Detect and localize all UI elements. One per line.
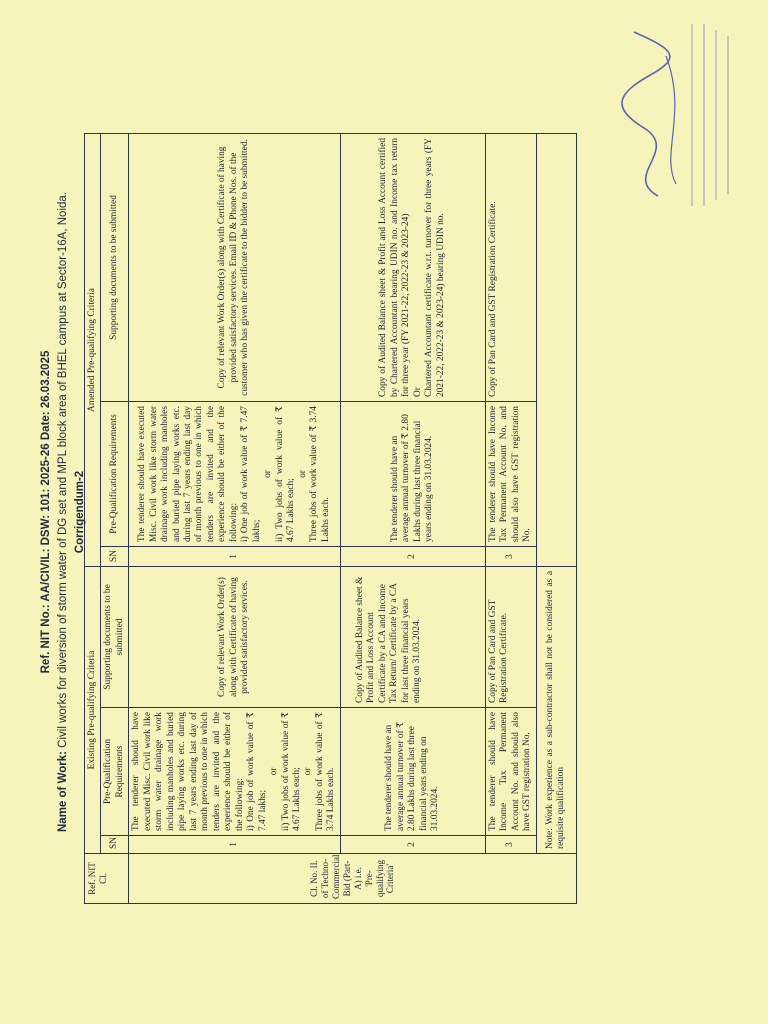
req-option-2: ii) Two jobs of work value of ₹ 4.67 Lakhs each; — [280, 712, 302, 831]
sn-cell: 2 — [340, 547, 485, 567]
req-header-existing: Pre-Qualification Requirements — [101, 708, 129, 836]
docs-or: Or — [412, 387, 423, 397]
sn-header-amended: SN — [101, 547, 129, 567]
req-or: or — [269, 767, 280, 776]
requirement-cell — [129, 402, 340, 547]
table-row — [340, 133, 485, 903]
subheader-row — [101, 133, 129, 903]
req-option-2: ii) Two jobs of work value of ₹ 4.67 Lakhs each; — [274, 406, 297, 542]
req-text: The tenderer should have executed Misc. Civil work like storm water drainage work including manholes and buried pipe laying works etc. during last 7 years ending last day of month previous to one in which tenders are invited and the experience should be either of the following: — [131, 712, 245, 831]
docs-option-1: Copy of Audited Balance sheet & Profit and Loss Account certified by Chartered Accountant bearing UDIN no. and Income tax return for three year (FY 2021-22, 2022-23 & 2023-24) — [378, 137, 412, 397]
table-row — [485, 133, 536, 903]
docs-header-existing: Supporting documents to be submitted — [101, 567, 129, 708]
req-or: or — [297, 470, 308, 478]
req-option-3: Three jobs of work value of ₹ 3.74 Lakhs each. — [309, 406, 331, 542]
work-text: Civil works for diversion of storm water of DG set and MPL block area of BHEL campus at Sector-16A, Noida. — [57, 192, 69, 752]
sn-cell: 3 — [485, 547, 536, 567]
ref-number: Ref. NIT No.: AA/CIVIL: DSW: 101: 2025-26 Date: 26.03.2025 — [40, 350, 52, 674]
docs-cell: Copy of relevant Work Order(s) along with Certificate of having provided satisfactory services. Email ID & Phone Nos. of the customer who has given the certificate to the bidder to be submitted. — [129, 133, 340, 401]
requirement-cell — [129, 708, 340, 836]
docs-cell — [340, 133, 485, 401]
sn-cell: 3 — [485, 836, 536, 854]
ref-header: Ref. NIT Cl. — [85, 854, 129, 904]
docs-cell: Copy of Audited Balance sheet & Profit and Loss Account Certificate by a CA and Income Tax Return/ Certificate by a CA for last three financial years ending on 31.03.2024. — [340, 567, 485, 708]
req-or: or — [303, 767, 314, 776]
req-option-1: i) One job of work value of ₹ 7.47 lakhs; — [246, 712, 268, 831]
docs-header-amended: Supporting documents to be submitted — [101, 133, 129, 401]
req-or: or — [263, 470, 274, 478]
existing-header: Existing Pre-qualifying Criteria — [85, 567, 101, 854]
req-header-amended: Pre-Qualification Requirements — [101, 402, 129, 547]
empty-cell — [536, 133, 576, 566]
signature-scribble-icon — [600, 14, 740, 224]
amended-header: Amended Pre-qualifying Criteria — [85, 133, 101, 566]
sn-cell: 1 — [129, 547, 340, 567]
requirement-cell: The tenderer should have Income Tax Permanent Account No. and should also have GST registration No. — [485, 708, 536, 836]
criteria-table — [84, 133, 577, 904]
signature-stamp — [600, 14, 740, 224]
note-row — [536, 133, 576, 903]
docs-cell: Copy of Pan Card and GST Registration Certificate. — [485, 567, 536, 708]
header-row — [85, 133, 101, 903]
req-option-1: i) One job of work value of ₹ 7.47 lakhs; — [240, 406, 262, 542]
req-text: The tenderer should have executed Misc. Civil work like storm water drainage work including manholes and buried pipe laying works etc. during last 7 years ending last day of month previous to one in which tenders are invited and the experience should be either of the following: — [137, 406, 239, 542]
req-option-3: Three jobs of work value of ₹ 3.74 Lakhs each. — [314, 712, 337, 831]
work-label: Name of Work: — [57, 751, 69, 832]
docs-cell: Copy of Pan Card and GST Registration Certificate. — [485, 133, 536, 401]
ref-clause: Cl. No. II. of Techno-Commercial Bid (Part-A) i.e. 'Pre-qualifying Criteria' — [129, 854, 576, 904]
requirement-cell: The tenderer should have an average annual turnover of ₹ 2.80 Lakhs during last three financial years ending on 31.03.2024. — [340, 708, 485, 836]
sn-header-existing: SN — [101, 836, 129, 854]
table-row — [129, 133, 340, 903]
requirement-cell: The tenderer should have Income Tax Permanent Account No. and should also have GST registration No. — [485, 402, 536, 547]
docs-cell: Copy of relevant Work Order(s) along with Certificate of having provided satisfactory services. — [129, 567, 340, 708]
name-of-work — [57, 0, 69, 1024]
note-cell: Note: Work experience as a sub-contractor shall not be considered as a requisite qualification — [536, 567, 576, 854]
sn-cell: 1 — [129, 836, 340, 854]
docs-option-2: Chartered Accountant certificate w.r.t. turnover for three years (FY 2021-22, 2022-23 & 2023-24) bearing UDIN no. — [424, 137, 446, 397]
requirement-cell: The tenderer should have an average annual turnover of ₹ 2.80 Lakhs during last three financial years ending on 31.03.2024. — [340, 402, 485, 547]
sn-cell: 2 — [340, 836, 485, 854]
corrigendum-title: Corrigendum-2 — [74, 470, 86, 554]
